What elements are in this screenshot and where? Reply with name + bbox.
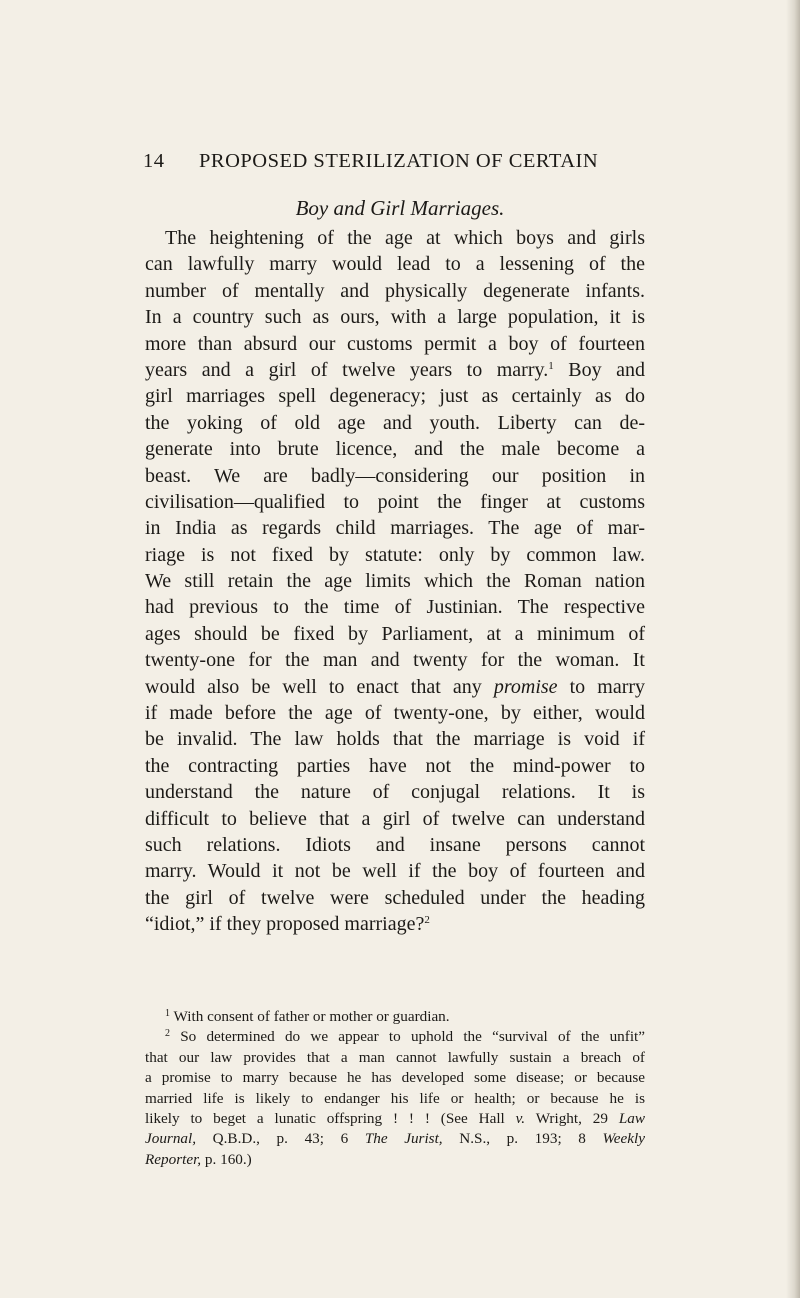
body-line: the girl of twelve were scheduled under the heading: [145, 886, 645, 909]
body-line: marry. Would it not be well if the boy of fourteen and: [145, 860, 645, 883]
footnote-italic: Weekly: [602, 1130, 645, 1148]
footnote-text: likely to beget a lunatic offspring ! ! ! (See Hall: [145, 1109, 505, 1127]
footnote-2-line: [145, 1109, 645, 1129]
footnote-text: So determined do we appear to uphold the “survival of the unfit”: [180, 1028, 645, 1046]
footnote-2-line: [145, 1150, 645, 1170]
body-line: riage is not fixed by statute: only by common law.: [145, 543, 645, 566]
footnote-text: p. 160.): [204, 1150, 252, 1168]
body-line: be invalid. The law holds that the marriage is void if: [145, 728, 645, 751]
body-line: had previous to the time of Justinian. The respective: [145, 596, 645, 619]
footnote-2-line: that our law provides that a man cannot lawfully sustain a breach of: [145, 1048, 645, 1066]
footnote-italic: Law: [618, 1109, 645, 1127]
body-text: [145, 225, 645, 938]
body-line: We still retain the age limits which the Roman nation: [145, 570, 645, 593]
page-number: 14: [143, 150, 165, 172]
body-line: more than absurd our customs permit a boy of fourteen: [145, 332, 645, 355]
body-line: ages should be fixed by Parliament, at a minimum of: [145, 622, 645, 645]
body-line: [145, 357, 645, 383]
footnote-italic: Journal,: [145, 1130, 197, 1148]
footnote-italic: Reporter,: [145, 1150, 202, 1168]
body-line: girl marriages spell degeneracy; just as certainly as do: [145, 385, 645, 408]
footnote-2-line: [145, 1027, 645, 1047]
body-line: in India as regards child marriages. The age of mar-: [145, 517, 645, 540]
body-line: The heightening of the age at which boys and girls: [165, 227, 645, 249]
body-line: beast. We are badly—considering our position in: [145, 464, 645, 487]
body-line-part: Boy and: [568, 358, 646, 381]
footnote-italic: The Jurist,: [364, 1130, 443, 1148]
running-head: [143, 150, 643, 180]
footnote-text: Q.B.D., p. 43; 6: [212, 1130, 349, 1148]
body-line: understand the nature of conjugal relations. It is: [145, 781, 645, 804]
body-line: number of mentally and physically degenerate infants.: [145, 279, 645, 302]
footnote-2-line: a promise to marry because he has developed some disease; or because: [145, 1069, 645, 1087]
body-line-part: years and a girl of twelve years to marry.: [145, 358, 549, 381]
body-line: generate into brute licence, and the male become a: [145, 438, 645, 461]
page-edge-shadow: [786, 0, 800, 1298]
footnote-2-line: married life is likely to endanger his life or health; or because he is: [145, 1089, 645, 1107]
footnotes: [145, 1007, 645, 1170]
footnote-ref-2: 2: [424, 914, 430, 927]
section-heading: Boy and Girl Marriages.: [295, 196, 505, 220]
body-line: such relations. Idiots and insane persons cannot: [145, 833, 645, 856]
body-line: can lawfully marry would lead to a lessening of the: [145, 253, 645, 276]
body-line-part: “idiot,” if they proposed marriage?: [145, 913, 425, 936]
footnote-2-line: [145, 1129, 645, 1149]
body-line: difficult to believe that a girl of twelve can understand: [145, 807, 645, 830]
body-line: civilisation—qualified to point the finger at customs: [145, 490, 645, 513]
body-line-part: to marry: [569, 675, 646, 698]
body-line: if made before the age of twenty-one, by either, would: [145, 702, 645, 725]
footnote-text: N.S., p. 193; 8: [459, 1130, 586, 1148]
footnote-1: [145, 1007, 645, 1027]
body-line: [145, 674, 645, 700]
footnote-italic: v.: [515, 1109, 526, 1127]
body-line: [145, 911, 645, 937]
footnote-ref-1: 1: [548, 359, 554, 372]
body-line: twenty-one for the man and twenty for the woman. It: [145, 649, 645, 672]
emphasis-promise: promise: [493, 675, 558, 698]
footnote-marker-1: 1: [165, 1008, 170, 1019]
footnote-text: With consent of father or mother or guardian.: [173, 1008, 450, 1025]
body-line: the yoking of old age and youth. Liberty can de-: [145, 411, 645, 434]
body-line: the contracting parties have not the mind-power to: [145, 754, 645, 777]
footnote-text: Wright, 29: [535, 1109, 608, 1127]
body-line: In a country such as ours, with a large population, it is: [145, 306, 645, 329]
body-line-part: would also be well to enact that any: [145, 675, 482, 698]
footnote-marker-2: 2: [165, 1028, 170, 1040]
running-head-title: PROPOSED STERILIZATION OF CERTAIN: [199, 150, 599, 172]
